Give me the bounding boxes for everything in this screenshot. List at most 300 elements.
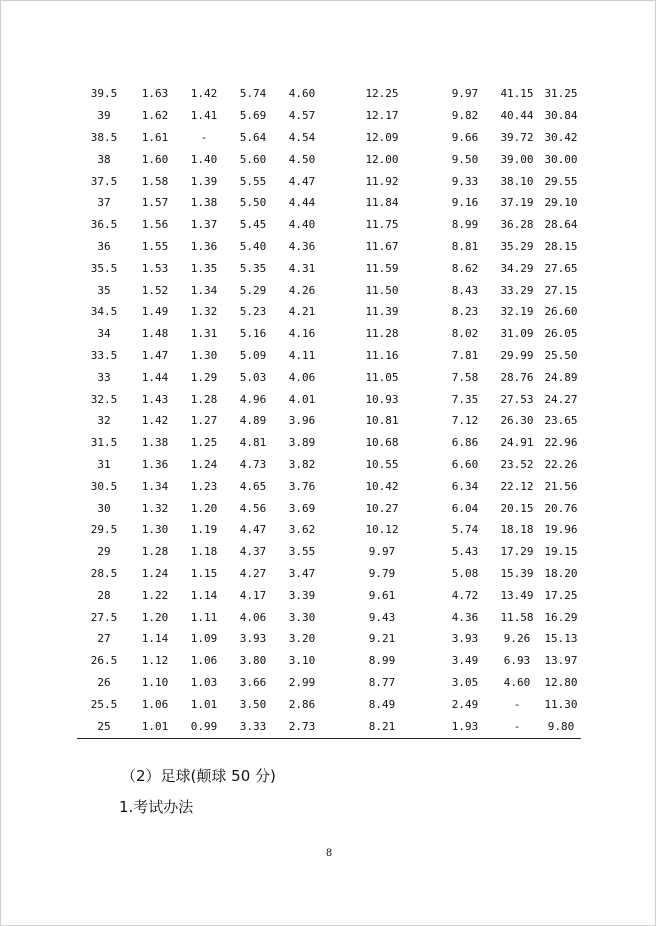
- table-row: [77, 301, 581, 323]
- table-cell: 8.77: [368, 675, 396, 689]
- table-cell: 1.24: [190, 457, 218, 471]
- table-cell: 9.66: [451, 130, 479, 144]
- table-cell: 2.99: [288, 675, 316, 689]
- table-row: [77, 366, 581, 388]
- table-cell: 3.89: [288, 436, 316, 450]
- table-cell: 5.23: [239, 305, 267, 319]
- table-cell: 3.80: [239, 654, 267, 668]
- table-cell: 1.14: [141, 632, 169, 646]
- table-cell: 10.12: [365, 523, 399, 537]
- table-cell: 26.30: [500, 414, 534, 428]
- table-row: [77, 148, 581, 170]
- table-row: [77, 432, 581, 454]
- table-cell: 1.29: [190, 370, 218, 384]
- table-row: [77, 345, 581, 367]
- table-cell: 11.05: [365, 370, 399, 384]
- table-cell: 24.89: [544, 370, 578, 384]
- table-cell: 3.96: [288, 414, 316, 428]
- table-cell: 35.5: [90, 261, 118, 275]
- table-row: [77, 236, 581, 258]
- table-cell: 1.93: [451, 719, 479, 733]
- table-cell: 1.40: [190, 152, 218, 166]
- table-cell: 27.53: [500, 392, 534, 406]
- table-cell: 1.24: [141, 566, 169, 580]
- table-row: [77, 606, 581, 628]
- table-cell: 1.62: [141, 109, 169, 123]
- table-cell: 20.76: [544, 501, 578, 515]
- table-cell: 4.96: [239, 392, 267, 406]
- table-cell: 10.81: [365, 414, 399, 428]
- table-cell: 1.30: [190, 348, 218, 362]
- table-row: [77, 127, 581, 149]
- score-table: [77, 83, 581, 737]
- table-cell: 9.79: [368, 566, 396, 580]
- table-cell: 15.39: [500, 566, 534, 580]
- table-cell: 20.15: [500, 501, 534, 515]
- table-cell: 4.40: [288, 218, 316, 232]
- table-cell: 29.5: [90, 523, 118, 537]
- table-cell: 4.21: [288, 305, 316, 319]
- table-cell: 28.15: [544, 239, 578, 253]
- table-cell: 9.97: [451, 87, 479, 101]
- table-cell: 35.29: [500, 239, 534, 253]
- table-cell: 9.26: [503, 632, 531, 646]
- table-row: [77, 170, 581, 192]
- table-cell: 1.38: [190, 196, 218, 210]
- table-cell: 10.55: [365, 457, 399, 471]
- table-row: [77, 105, 581, 127]
- table-cell: 28.5: [90, 566, 118, 580]
- table-cell: 4.06: [288, 370, 316, 384]
- table-cell: 1.20: [190, 501, 218, 515]
- table-cell: 17.29: [500, 545, 534, 559]
- table-cell: 15.13: [544, 632, 578, 646]
- score-table-body: [77, 83, 581, 737]
- table-cell: 8.21: [368, 719, 396, 733]
- table-cell: 11.58: [500, 610, 534, 624]
- table-row: [77, 410, 581, 432]
- table-cell: 19.15: [544, 545, 578, 559]
- table-cell: 5.74: [239, 87, 267, 101]
- table-cell: 1.36: [141, 457, 169, 471]
- table-cell: 4.54: [288, 130, 316, 144]
- table-cell: 41.15: [500, 87, 534, 101]
- table-cell: 11.30: [544, 697, 578, 711]
- table-cell: 1.41: [190, 109, 218, 123]
- table-cell: 32.19: [500, 305, 534, 319]
- table-cell: 28.64: [544, 218, 578, 232]
- table-cell: 3.62: [288, 523, 316, 537]
- table-cell: 31.25: [544, 87, 578, 101]
- table-cell: 4.31: [288, 261, 316, 275]
- table-cell: 1.03: [190, 675, 218, 689]
- table-cell: 1.63: [141, 87, 169, 101]
- table-cell: 3.93: [451, 632, 479, 646]
- table-cell: 8.49: [368, 697, 396, 711]
- table-cell: 6.86: [451, 436, 479, 450]
- table-cell: 37.19: [500, 196, 534, 210]
- table-cell: 3.47: [288, 566, 316, 580]
- table-cell: 4.47: [288, 174, 316, 188]
- table-cell: 10.42: [365, 479, 399, 493]
- table-cell: 5.16: [239, 327, 267, 341]
- table-cell: 1.15: [190, 566, 218, 580]
- table-cell: 5.08: [451, 566, 479, 580]
- table-bottom-rule: [77, 738, 581, 739]
- table-cell: 1.23: [190, 479, 218, 493]
- table-row: [77, 541, 581, 563]
- table-cell: 0.99: [190, 719, 218, 733]
- table-row: [77, 715, 581, 737]
- table-cell: 29.10: [544, 196, 578, 210]
- table-cell: 13.49: [500, 588, 534, 602]
- table-cell: 4.73: [239, 457, 267, 471]
- table-cell: 3.66: [239, 675, 267, 689]
- table-cell: 26.5: [90, 654, 118, 668]
- table-cell: 4.44: [288, 196, 316, 210]
- table-row: [77, 584, 581, 606]
- table-cell: 3.93: [239, 632, 267, 646]
- table-cell: 4.27: [239, 566, 267, 580]
- table-cell: 4.36: [451, 610, 479, 624]
- table-cell: 6.04: [451, 501, 479, 515]
- table-cell: 10.93: [365, 392, 399, 406]
- table-cell: 35: [97, 283, 111, 297]
- table-cell: 4.60: [288, 87, 316, 101]
- table-cell: 12.09: [365, 130, 399, 144]
- sub-heading: 1.考试办法: [119, 798, 194, 816]
- table-cell: 5.74: [451, 523, 479, 537]
- table-cell: 12.17: [365, 109, 399, 123]
- table-cell: 36: [97, 239, 111, 253]
- table-cell: 26.05: [544, 327, 578, 341]
- table-cell: 5.69: [239, 109, 267, 123]
- table-cell: 1.25: [190, 436, 218, 450]
- table-cell: 11.16: [365, 348, 399, 362]
- table-cell: 11.75: [365, 218, 399, 232]
- table-cell: 34.29: [500, 261, 534, 275]
- table-cell: 1.61: [141, 130, 169, 144]
- table-row: [77, 454, 581, 476]
- table-cell: 3.50: [239, 697, 267, 711]
- table-cell: 1.58: [141, 174, 169, 188]
- table-cell: 3.82: [288, 457, 316, 471]
- table-row: [77, 475, 581, 497]
- table-cell: 3.69: [288, 501, 316, 515]
- table-cell: 4.89: [239, 414, 267, 428]
- table-cell: 31.5: [90, 436, 118, 450]
- table-cell: -: [513, 697, 521, 711]
- table-cell: 4.60: [503, 675, 531, 689]
- table-cell: 1.10: [141, 675, 169, 689]
- table-cell: 31: [97, 457, 111, 471]
- table-cell: 1.28: [141, 545, 169, 559]
- table-cell: 1.14: [190, 588, 218, 602]
- table-cell: 1.32: [141, 501, 169, 515]
- table-cell: 39.72: [500, 130, 534, 144]
- table-cell: 13.97: [544, 654, 578, 668]
- table-cell: 11.84: [365, 196, 399, 210]
- table-cell: 3.39: [288, 588, 316, 602]
- table-cell: 40.44: [500, 109, 534, 123]
- table-cell: 29: [97, 545, 111, 559]
- table-cell: 30.84: [544, 109, 578, 123]
- table-cell: 32.5: [90, 392, 118, 406]
- table-cell: 5.64: [239, 130, 267, 144]
- table-cell: 1.06: [190, 654, 218, 668]
- table-cell: 1.53: [141, 261, 169, 275]
- table-cell: 5.55: [239, 174, 267, 188]
- table-cell: 5.09: [239, 348, 267, 362]
- table-cell: 6.93: [503, 654, 531, 668]
- table-cell: 6.60: [451, 457, 479, 471]
- table-cell: 7.81: [451, 348, 479, 362]
- table-cell: -: [200, 130, 208, 144]
- table-cell: 37.5: [90, 174, 118, 188]
- table-row: [77, 628, 581, 650]
- table-cell: 4.37: [239, 545, 267, 559]
- table-cell: 1.52: [141, 283, 169, 297]
- table-cell: 27.15: [544, 283, 578, 297]
- table-cell: 33: [97, 370, 111, 384]
- table-cell: 26.60: [544, 305, 578, 319]
- table-cell: 11.92: [365, 174, 399, 188]
- table-cell: 8.99: [368, 654, 396, 668]
- table-cell: 1.48: [141, 327, 169, 341]
- table-cell: 3.30: [288, 610, 316, 624]
- table-cell: 36.28: [500, 218, 534, 232]
- table-cell: 39.00: [500, 152, 534, 166]
- table-cell: 22.96: [544, 436, 578, 450]
- table-cell: 25: [97, 719, 111, 733]
- table-cell: 2.73: [288, 719, 316, 733]
- table-cell: 1.38: [141, 436, 169, 450]
- table-cell: 4.65: [239, 479, 267, 493]
- table-cell: 9.33: [451, 174, 479, 188]
- table-cell: 4.57: [288, 109, 316, 123]
- table-cell: 30.5: [90, 479, 118, 493]
- table-cell: 1.35: [190, 261, 218, 275]
- table-row: [77, 257, 581, 279]
- table-row: [77, 563, 581, 585]
- table-cell: 1.34: [141, 479, 169, 493]
- table-cell: 1.31: [190, 327, 218, 341]
- table-cell: 30: [97, 501, 111, 515]
- table-cell: 1.49: [141, 305, 169, 319]
- table-cell: 8.99: [451, 218, 479, 232]
- table-cell: 11.39: [365, 305, 399, 319]
- table-cell: 18.20: [544, 566, 578, 580]
- table-cell: 3.55: [288, 545, 316, 559]
- table-cell: 1.56: [141, 218, 169, 232]
- table-row: [77, 192, 581, 214]
- table-row: [77, 519, 581, 541]
- table-cell: 28: [97, 588, 111, 602]
- table-cell: 36.5: [90, 218, 118, 232]
- table-cell: 34: [97, 327, 111, 341]
- table-cell: 18.18: [500, 523, 534, 537]
- table-cell: 2.49: [451, 697, 479, 711]
- table-cell: 5.40: [239, 239, 267, 253]
- table-cell: 1.11: [190, 610, 218, 624]
- table-cell: 27: [97, 632, 111, 646]
- table-row: [77, 497, 581, 519]
- table-cell: 4.81: [239, 436, 267, 450]
- table-cell: 3.49: [451, 654, 479, 668]
- table-cell: 30.42: [544, 130, 578, 144]
- table-row: [77, 279, 581, 301]
- section-heading: （2）足球(颠球 50 分): [121, 767, 276, 785]
- table-cell: 7.35: [451, 392, 479, 406]
- table-cell: 5.43: [451, 545, 479, 559]
- table-cell: 8.23: [451, 305, 479, 319]
- table-cell: 38.5: [90, 130, 118, 144]
- table-cell: 1.01: [190, 697, 218, 711]
- table-cell: 1.36: [190, 239, 218, 253]
- page-number: 8: [325, 848, 333, 859]
- table-cell: 37: [97, 196, 111, 210]
- table-cell: 12.00: [365, 152, 399, 166]
- table-cell: 4.50: [288, 152, 316, 166]
- table-cell: 38.10: [500, 174, 534, 188]
- table-cell: 1.42: [141, 414, 169, 428]
- table-cell: 4.06: [239, 610, 267, 624]
- table-cell: 4.36: [288, 239, 316, 253]
- table-cell: 3.20: [288, 632, 316, 646]
- table-cell: 1.43: [141, 392, 169, 406]
- table-cell: 3.05: [451, 675, 479, 689]
- table-cell: 2.86: [288, 697, 316, 711]
- table-cell: 1.20: [141, 610, 169, 624]
- table-cell: 22.12: [500, 479, 534, 493]
- table-cell: 39: [97, 109, 111, 123]
- table-cell: 1.37: [190, 218, 218, 232]
- table-cell: 28.76: [500, 370, 534, 384]
- table-cell: 4.72: [451, 588, 479, 602]
- table-cell: 9.97: [368, 545, 396, 559]
- table-cell: 4.17: [239, 588, 267, 602]
- table-cell: 8.43: [451, 283, 479, 297]
- table-cell: 1.42: [190, 87, 218, 101]
- table-cell: 38: [97, 152, 111, 166]
- table-cell: 9.43: [368, 610, 396, 624]
- table-cell: 9.50: [451, 152, 479, 166]
- table-cell: 5.35: [239, 261, 267, 275]
- table-cell: 9.82: [451, 109, 479, 123]
- table-cell: 25.50: [544, 348, 578, 362]
- table-row: [77, 323, 581, 345]
- table-cell: 30.00: [544, 152, 578, 166]
- table-cell: 9.61: [368, 588, 396, 602]
- table-cell: 1.01: [141, 719, 169, 733]
- table-cell: 1.55: [141, 239, 169, 253]
- table-row: [77, 672, 581, 694]
- table-cell: 27.5: [90, 610, 118, 624]
- table-cell: 11.67: [365, 239, 399, 253]
- table-cell: 4.26: [288, 283, 316, 297]
- table-cell: 9.16: [451, 196, 479, 210]
- table-row: [77, 693, 581, 715]
- table-cell: 3.76: [288, 479, 316, 493]
- table-cell: 24.27: [544, 392, 578, 406]
- table-cell: 3.33: [239, 719, 267, 733]
- table-row: [77, 388, 581, 410]
- table-cell: 11.28: [365, 327, 399, 341]
- table-cell: 1.44: [141, 370, 169, 384]
- table-cell: 1.19: [190, 523, 218, 537]
- table-row: [77, 83, 581, 105]
- table-cell: 1.47: [141, 348, 169, 362]
- table-cell: 4.16: [288, 327, 316, 341]
- table-cell: 12.25: [365, 87, 399, 101]
- table-cell: 6.34: [451, 479, 479, 493]
- table-cell: 34.5: [90, 305, 118, 319]
- table-cell: 4.11: [288, 348, 316, 362]
- table-cell: 5.60: [239, 152, 267, 166]
- table-cell: 29.99: [500, 348, 534, 362]
- table-cell: 4.56: [239, 501, 267, 515]
- table-cell: 4.47: [239, 523, 267, 537]
- table-cell: 5.03: [239, 370, 267, 384]
- table-cell: 1.57: [141, 196, 169, 210]
- table-cell: 26: [97, 675, 111, 689]
- table-cell: 9.80: [547, 719, 575, 733]
- table-cell: 23.65: [544, 414, 578, 428]
- table-cell: 27.65: [544, 261, 578, 275]
- table-cell: 24.91: [500, 436, 534, 450]
- table-cell: 3.10: [288, 654, 316, 668]
- table-cell: 17.25: [544, 588, 578, 602]
- table-cell: 22.26: [544, 457, 578, 471]
- table-cell: 10.68: [365, 436, 399, 450]
- table-cell: 32: [97, 414, 111, 428]
- table-cell: 1.18: [190, 545, 218, 559]
- table-cell: 11.59: [365, 261, 399, 275]
- table-cell: 1.09: [190, 632, 218, 646]
- table-cell: 7.58: [451, 370, 479, 384]
- table-cell: 33.29: [500, 283, 534, 297]
- table-row: [77, 650, 581, 672]
- table-cell: 10.27: [365, 501, 399, 515]
- table-cell: 5.50: [239, 196, 267, 210]
- table-cell: 8.62: [451, 261, 479, 275]
- table-cell: 25.5: [90, 697, 118, 711]
- table-cell: 5.29: [239, 283, 267, 297]
- table-cell: 21.56: [544, 479, 578, 493]
- table-cell: 12.80: [544, 675, 578, 689]
- table-cell: 31.09: [500, 327, 534, 341]
- table-cell: 1.32: [190, 305, 218, 319]
- table-cell: 1.60: [141, 152, 169, 166]
- table-cell: 33.5: [90, 348, 118, 362]
- table-cell: 1.27: [190, 414, 218, 428]
- table-cell: 4.01: [288, 392, 316, 406]
- table-cell: 1.12: [141, 654, 169, 668]
- table-cell: 19.96: [544, 523, 578, 537]
- table-cell: 9.21: [368, 632, 396, 646]
- table-cell: 39.5: [90, 87, 118, 101]
- table-cell: 1.39: [190, 174, 218, 188]
- table-cell: 1.34: [190, 283, 218, 297]
- table-cell: 7.12: [451, 414, 479, 428]
- table-cell: 8.81: [451, 239, 479, 253]
- table-cell: 1.30: [141, 523, 169, 537]
- table-cell: -: [513, 719, 521, 733]
- table-row: [77, 214, 581, 236]
- table-cell: 1.22: [141, 588, 169, 602]
- table-cell: 1.28: [190, 392, 218, 406]
- table-cell: 29.55: [544, 174, 578, 188]
